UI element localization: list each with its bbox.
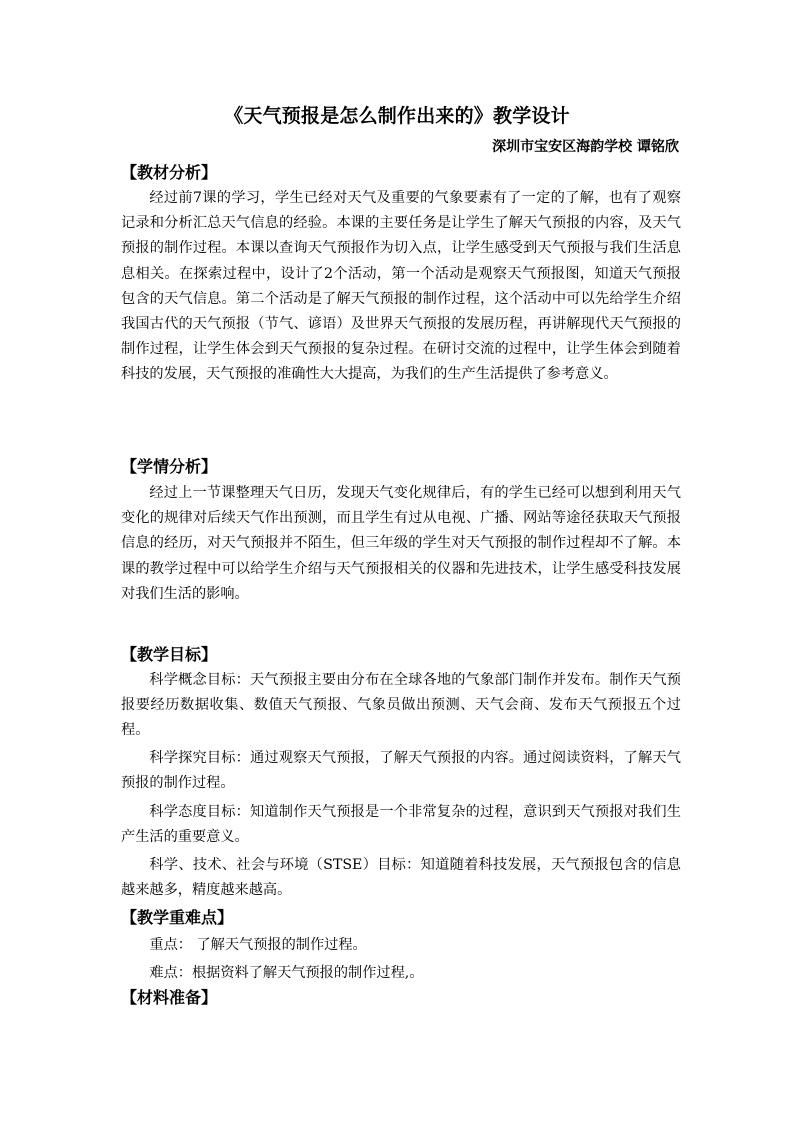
goal-stse: 科学、技术、社会与环境（STSE）目标：知道随着科技发展，天气预报包含的信息越来越多，精度越来越高。 (121, 857, 681, 899)
textbook-analysis-paragraph: 经过前7课的学习，学生已经对天气及重要的气象要素有了一定的了解，也有了观察记录和分析汇总天气信息的经验。本课的主要任务是让学生了解天气预报的内容，及天气预报的制作过程。本课以查询天气预报作为切入点，让学生感受到天气预报与我们生活息息相关。在探索过程中，设计了2个活动，第一个活动是观察天气预报图，知道天气预报包含的天气信息。第二个活动是了解天气预报的制作过程，这个活动中可以先给学生介绍我国古代的天气预报（节气、谚语）及世界天气预报的发展历程，再讲解现代天气预报的制作过程，让学生体会到天气预报的复杂过程。在研讨交流的过程中，让学生体会到随着科技的发展，天气预报的准确性大大提高，为我们的生产生活提供了参考意义。 (121, 190, 681, 383)
section-heading-key-difficult-points: 【教学重难点】 (121, 908, 234, 927)
section-heading-textbook-analysis: 【教材分析】 (121, 163, 218, 182)
student-analysis-paragraph: 经过上一节课整理天气日历，发现天气变化规律后，有的学生已经可以想到利用天气变化的规律对后续天气作出预测，而且学生有过从电视、广播、网站等途径获取天气预报信息的经历，对天气预报并不陌生，但三年级的学生对天气预报的制作过程却不了解。本课的教学过程中可以给学生介绍与天气预报相关的仪器和先进技术，让学生感受科技发展对我们生活的影响。 (121, 485, 681, 602)
author-line: 深圳市宝安区海韵学校 谭铭欣 (492, 139, 679, 155)
document-title: 《天气预报是怎么制作出来的》教学设计 (224, 105, 570, 127)
key-point: 重点： 了解天气预报的制作过程。 (149, 937, 367, 953)
difficult-point: 难点：根据资料了解天气预报的制作过程,。 (149, 965, 424, 981)
goal-science-inquiry: 科学探究目标：通过观察天气预报，了解天气预报的内容。通过阅读资料，了解天气预报的制作过程。 (121, 750, 681, 792)
section-heading-teaching-goals: 【教学目标】 (121, 645, 218, 664)
section-heading-student-analysis: 【学情分析】 (121, 457, 218, 476)
goal-science-concept: 科学概念目标：天气预报主要由分布在全球各地的气象部门制作并发布。制作天气预报要经历数据收集、数值天气预报、气象员做出预测、天气会商、发布天气预报五个过程。 (121, 672, 681, 739)
section-heading-materials: 【材料准备】 (121, 988, 218, 1007)
goal-science-attitude: 科学态度目标：知道制作天气预报是一个非常复杂的过程，意识到天气预报对我们生产生活的重要意义。 (121, 804, 681, 846)
